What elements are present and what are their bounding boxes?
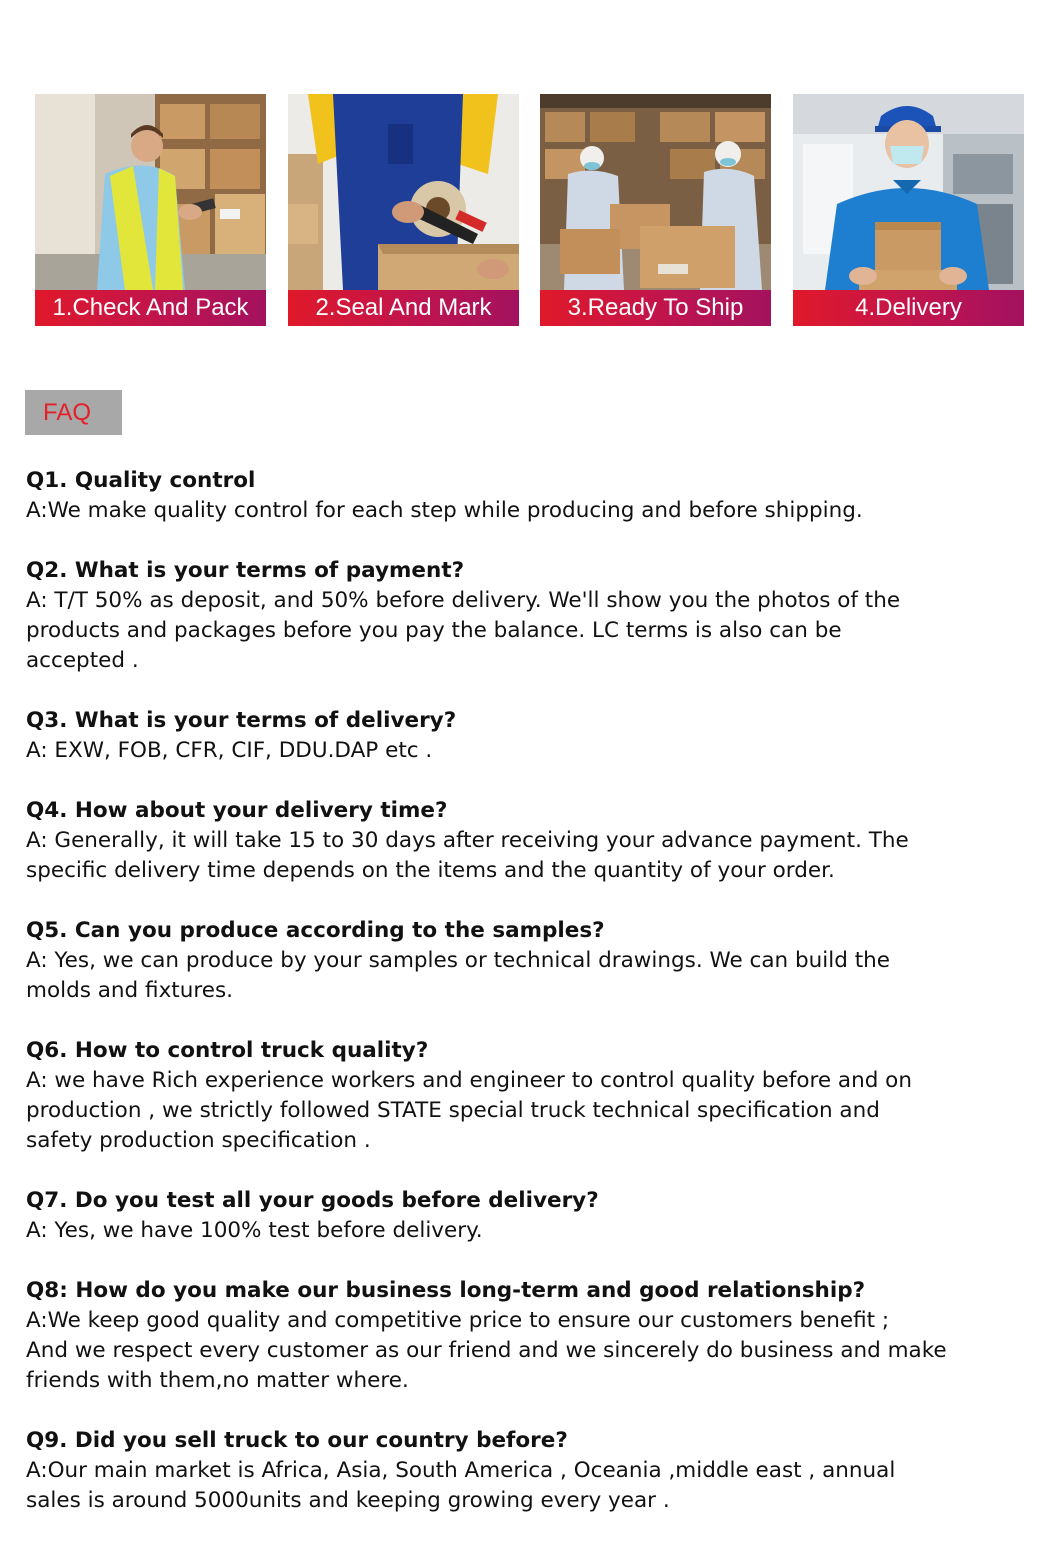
faq-answer-line: accepted .: [26, 648, 139, 673]
step-check-and-pack: [35, 94, 266, 326]
faq-question: Q5. Can you produce according to the samples?: [26, 918, 605, 943]
faq-answer-line: friends with them,no matter where.: [26, 1368, 409, 1393]
step-label: 2.Seal And Mark: [288, 290, 519, 326]
faq-item: [26, 706, 1056, 766]
faq-answer-line: production , we strictly followed STATE special truck technical specification and: [26, 1098, 880, 1123]
faq-answer: [26, 1066, 1056, 1156]
faq-answer-line: A: T/T 50% as deposit, and 50% before delivery. We'll show you the photos of the: [26, 588, 901, 613]
faq-question: Q1. Quality control: [26, 468, 256, 493]
faq-item: [26, 796, 1056, 886]
faq-question: Q4. How about your delivery time?: [26, 798, 448, 823]
faq-answer-line: A: Yes, we have 100% test before delivery.: [26, 1218, 483, 1243]
faq-answer-line: A: we have Rich experience workers and engineer to control quality before and on: [26, 1068, 912, 1093]
faq-list: [26, 466, 1056, 1546]
faq-item: [26, 916, 1056, 1006]
faq-answer: [26, 1456, 1056, 1516]
faq-answer-line: specific delivery time depends on the items and the quantity of your order.: [26, 858, 835, 883]
courier-holding-box-photo: [793, 94, 1024, 290]
step-delivery: [793, 94, 1024, 326]
faq-answer: [26, 496, 1056, 526]
faq-item: [26, 556, 1056, 676]
faq-answer: [26, 1216, 1056, 1246]
taping-carton-photo: [288, 94, 519, 290]
faq-question: Q6. How to control truck quality?: [26, 1038, 429, 1063]
faq-answer: [26, 736, 1056, 766]
step-label: 3.Ready To Ship: [540, 290, 771, 326]
step-label: 1.Check And Pack: [35, 290, 266, 326]
faq-answer-line: And we respect every customer as our friend and we sincerely do business and make: [26, 1338, 947, 1363]
faq-item: [26, 1186, 1056, 1246]
step-ready-to-ship: [540, 94, 771, 326]
step-seal-and-mark: [288, 94, 519, 326]
faq-answer: [26, 826, 1056, 886]
faq-answer: [26, 946, 1056, 1006]
faq-answer-line: A:We keep good quality and competitive price to ensure our customers benefit ;: [26, 1308, 890, 1333]
faq-answer-line: products and packages before you pay the balance. LC terms is also can be: [26, 618, 842, 643]
faq-question: Q2. What is your terms of payment?: [26, 558, 465, 583]
faq-answer-line: A:Our main market is Africa, Asia, South America , Oceania ,middle east , annual: [26, 1458, 896, 1483]
faq-question: Q9. Did you sell truck to our country before?: [26, 1428, 568, 1453]
faq-answer-line: sales is around 5000units and keeping growing every year .: [26, 1488, 670, 1513]
faq-question: Q3. What is your terms of delivery?: [26, 708, 457, 733]
faq-item: [26, 466, 1056, 526]
faq-answer-line: A: EXW, FOB, CFR, CIF, DDU.DAP etc .: [26, 738, 433, 763]
process-steps: [35, 94, 1025, 326]
faq-answer: [26, 1306, 1056, 1396]
faq-answer: [26, 586, 1056, 676]
faq-section-tag: FAQ: [25, 390, 122, 435]
faq-item: [26, 1036, 1056, 1156]
faq-question: Q7. Do you test all your goods before delivery?: [26, 1188, 599, 1213]
faq-answer-line: A: Generally, it will take 15 to 30 days after receiving your advance payment. The: [26, 828, 909, 853]
warehouse-packing-photo: [540, 94, 771, 290]
faq-item: [26, 1276, 1056, 1396]
faq-answer-line: A: Yes, we can produce by your samples or technical drawings. We can build the: [26, 948, 890, 973]
faq-answer-line: safety production specification .: [26, 1128, 371, 1153]
faq-answer-line: A:We make quality control for each step while producing and before shipping.: [26, 498, 863, 523]
worker-scanning-boxes-photo: [35, 94, 266, 290]
faq-question: Q8: How do you make our business long-term and good relationship?: [26, 1278, 866, 1303]
faq-answer-line: molds and fixtures.: [26, 978, 233, 1003]
faq-item: [26, 1426, 1056, 1516]
step-label: 4.Delivery: [793, 290, 1024, 326]
